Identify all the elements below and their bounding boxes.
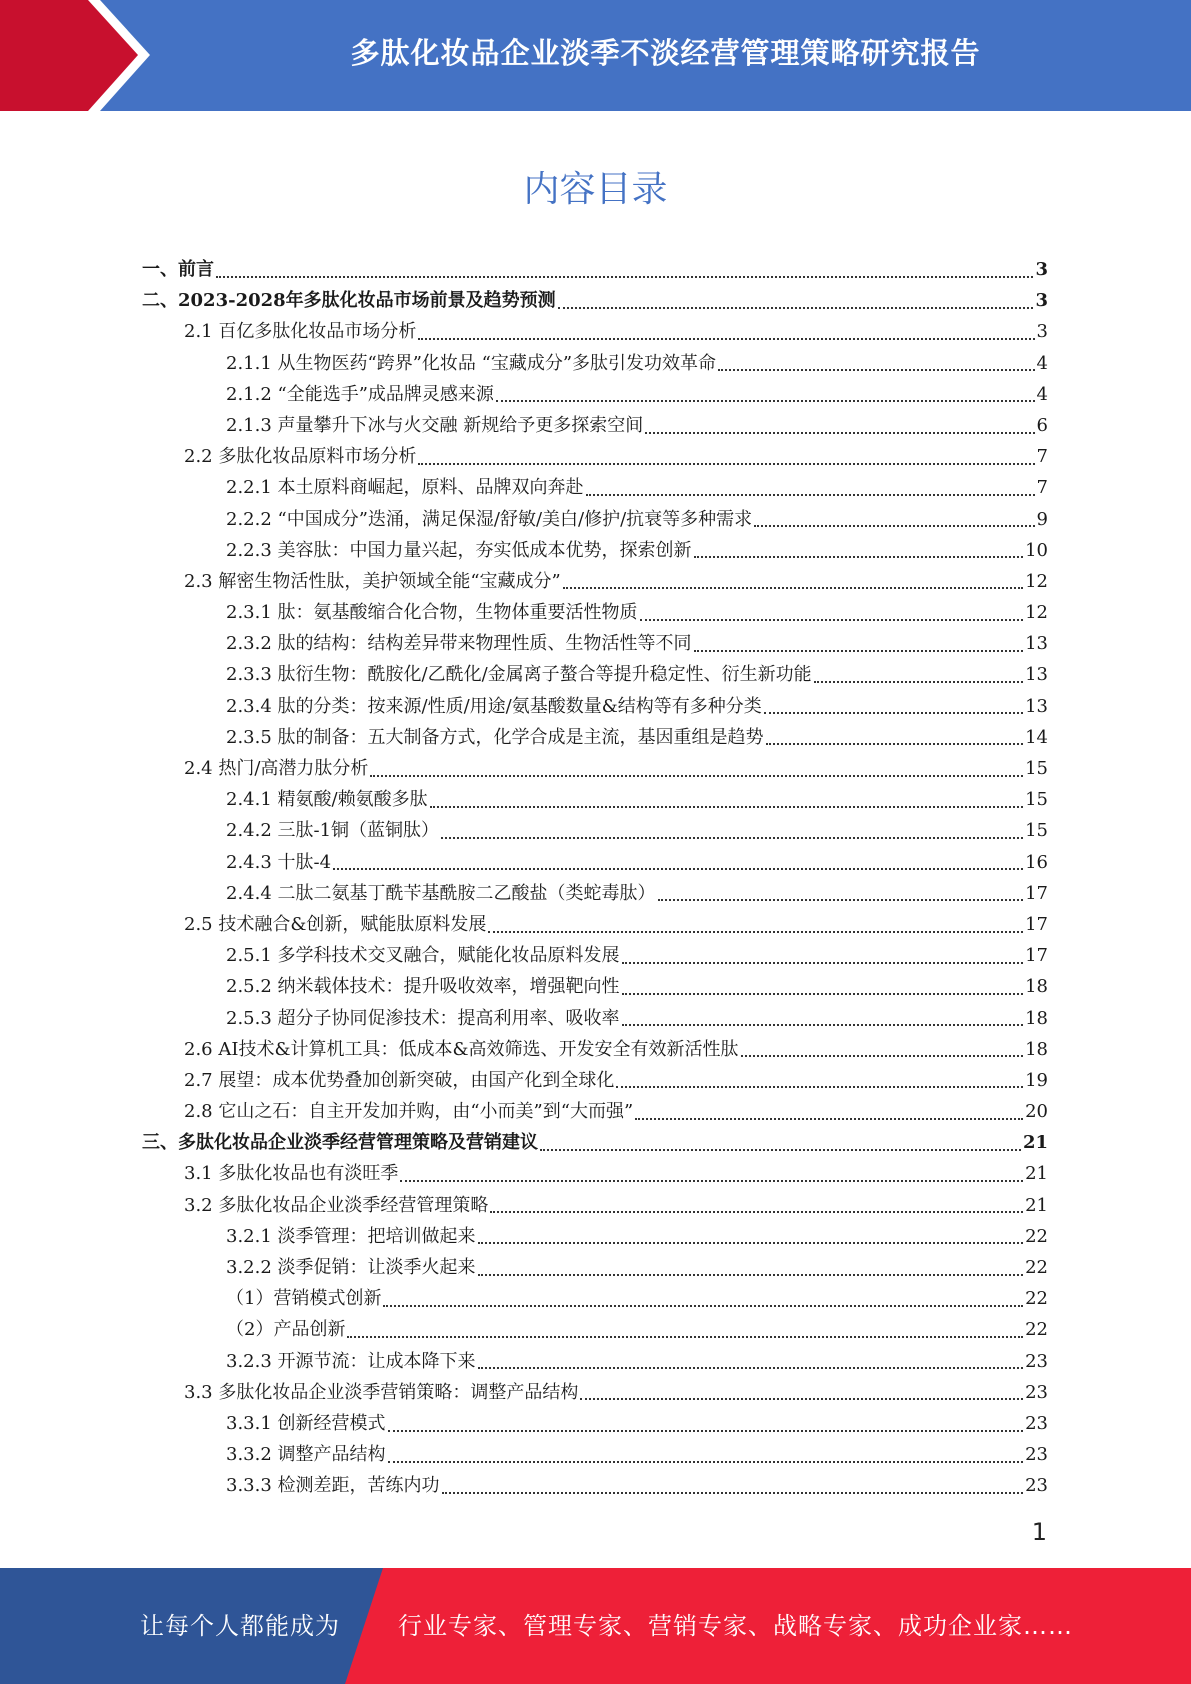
page-header [0, 0, 1191, 111]
toc-entry-page: 17 [1025, 913, 1048, 935]
toc-entry-text: 2.3.2 肽的结构：结构差异带来物理性质、生物活性等不同 [226, 633, 692, 655]
toc-entry[interactable] [142, 878, 1048, 909]
toc-entry-page: 18 [1025, 1007, 1048, 1029]
toc-entry[interactable] [142, 1034, 1048, 1065]
toc-leader-dots [622, 993, 1024, 995]
toc-entry[interactable] [142, 628, 1048, 659]
toc-entry[interactable] [142, 909, 1048, 940]
toc-leader-dots [754, 525, 1034, 527]
toc-entry[interactable] [142, 1439, 1048, 1470]
toc-leader-dots [441, 837, 1023, 839]
toc-leader-dots [580, 1398, 1023, 1400]
toc-entry[interactable] [142, 1221, 1048, 1252]
toc-entry[interactable] [142, 410, 1048, 441]
toc-entry-page: 23 [1025, 1475, 1048, 1497]
toc-entry-page: 14 [1025, 726, 1048, 748]
toc-leader-dots [478, 1367, 1024, 1369]
toc-entry[interactable] [142, 1283, 1048, 1314]
toc-entry-text: （1）营销模式创新 [226, 1288, 382, 1310]
toc-entry-page: 3 [1035, 259, 1048, 280]
toc-leader-dots [418, 463, 1034, 465]
toc-leader-dots [333, 868, 1023, 870]
toc-entry-page: 7 [1036, 477, 1048, 499]
toc-entry-text: 2.4 热门/高潜力肽分析 [184, 758, 369, 779]
toc-leader-dots [766, 743, 1024, 745]
toc-entry-text: 2.3.1 肽：氨基酸缩合化合物，生物体重要活性物质 [226, 602, 638, 624]
toc-entry[interactable] [142, 1158, 1048, 1189]
toc-entry[interactable] [142, 1127, 1048, 1158]
toc-entry[interactable] [142, 504, 1048, 535]
toc-entry-page: 9 [1036, 508, 1048, 530]
toc-entry-page: 19 [1025, 1069, 1048, 1091]
toc-leader-dots [388, 1430, 1024, 1432]
toc-entry-text: 2.7 展望：成本优势叠加创新突破，由国产化到全球化 [184, 1069, 615, 1091]
toc-entry[interactable] [142, 379, 1048, 410]
toc-entry[interactable] [142, 815, 1048, 846]
toc-entry-page: 23 [1025, 1444, 1048, 1466]
toc-entry-page: 3 [1036, 321, 1048, 343]
toc-entry-page: 21 [1022, 1132, 1048, 1154]
toc-entry-text: 2.5.3 超分子协同促渗技术：提高利用率、吸收率 [226, 1007, 620, 1029]
toc-entry[interactable] [142, 285, 1048, 316]
toc-entry-page: 23 [1025, 1381, 1048, 1403]
toc-entry-text: 2.2.1 本土原料商崛起，原料、品牌双向奔赴 [226, 477, 584, 499]
toc-leader-dots [635, 1118, 1023, 1120]
toc-entry-text: 3.2.3 开源节流：让成本降下来 [226, 1350, 476, 1372]
toc-entry[interactable] [142, 784, 1048, 815]
toc-entry[interactable] [142, 597, 1048, 628]
header-arrow-decoration [0, 0, 200, 111]
toc-entry-page: 16 [1025, 851, 1048, 873]
toc-leader-dots [741, 1055, 1024, 1057]
toc-entry-page: 21 [1025, 1163, 1048, 1185]
toc-entry[interactable] [142, 441, 1048, 472]
toc-entry[interactable] [142, 659, 1048, 690]
toc-entry-page: 6 [1036, 414, 1048, 436]
toc-leader-dots [347, 1336, 1023, 1338]
toc-entry[interactable] [142, 722, 1048, 753]
toc-entry[interactable] [142, 566, 1048, 597]
toc-entry-page: 4 [1036, 352, 1048, 374]
toc-leader-dots [640, 619, 1024, 621]
toc-entry-text: 2.5.2 纳米载体技术：提升吸收效率，增强靶向性 [226, 976, 620, 998]
toc-entry[interactable] [142, 1377, 1048, 1408]
toc-entry-text: 2.3.5 肽的制备：五大制备方式，化学合成是主流，基因重组是趋势 [226, 726, 764, 748]
toc-entry[interactable] [142, 254, 1048, 285]
toc-entry-text: 3.1 多肽化妆品也有淡旺季 [184, 1163, 399, 1185]
toc-entry-page: 18 [1025, 1038, 1048, 1060]
toc-entry-text: 2.4.2 三肽-1铜（蓝铜肽） [226, 820, 440, 842]
toc-entry-text: 2.1 百亿多肽化妆品市场分析 [184, 321, 417, 343]
toc-leader-dots [718, 369, 1034, 371]
toc-leader-dots [418, 338, 1034, 340]
toc-entry-text: 3.3.2 调整产品结构 [226, 1444, 386, 1466]
toc-entry-text: 2.3.4 肽的分类：按来源/性质/用途/氨基酸数量&结构等有多种分类 [226, 695, 762, 717]
toc-entry[interactable] [142, 847, 1048, 878]
footer-slogan-left: 让每个人都能成为 [140, 1612, 340, 1640]
toc-entry-page: 22 [1025, 1319, 1048, 1341]
footer-slogan-right: 行业专家、管理专家、营销专家、战略专家、成功企业家…… [398, 1612, 1073, 1640]
toc-entry-text: 3.2.1 淡季管理：把培训做起来 [226, 1225, 476, 1247]
toc-entry-text: 2.5 技术融合&创新，赋能肽原料发展 [184, 913, 487, 935]
toc-leader-dots [694, 556, 1024, 558]
toc-leader-dots [442, 1492, 1024, 1494]
toc-entry[interactable] [142, 971, 1048, 1002]
toc-entry[interactable] [142, 1190, 1048, 1221]
toc-entry-text: 2.8 它山之石：自主开发加并购，由“小而美”到“大而强” [184, 1101, 634, 1123]
toc-leader-dots [388, 1461, 1024, 1463]
toc-entry[interactable] [142, 1096, 1048, 1127]
toc-entry-page: 17 [1025, 945, 1048, 967]
toc-entry-page: 20 [1025, 1101, 1048, 1123]
toc-leader-dots [488, 931, 1023, 933]
toc-leader-dots [622, 962, 1024, 964]
toc-entry-page: 3 [1035, 290, 1048, 312]
toc-entry[interactable] [142, 1346, 1048, 1377]
toc-entry-text: 3.3.1 创新经营模式 [226, 1412, 386, 1434]
toc-entry-page: 12 [1025, 602, 1048, 624]
toc-entry-text: 2.1.3 声量攀升下冰与火交融 新规给予更多探索空间 [226, 414, 644, 436]
toc-leader-dots [658, 899, 1024, 901]
toc-entry-text: 2.1.2 “全能选手”成品牌灵感来源 [226, 383, 494, 405]
toc-entry-page: 17 [1025, 882, 1048, 904]
toc-entry-text: 2.4.4 二肽二氨基丁酰苄基酰胺二乙酸盐（类蛇毒肽） [226, 882, 656, 904]
toc-leader-dots [383, 1305, 1023, 1307]
toc-entry[interactable] [142, 1408, 1048, 1439]
page-footer [0, 1568, 1191, 1684]
toc-leader-dots [563, 587, 1023, 589]
toc-entry[interactable] [142, 753, 1048, 784]
toc-entry-text: 2.1.1 从生物医药“跨界”化妆品 “宝藏成分”多肽引发功效革命 [226, 352, 717, 374]
toc-leader-dots [764, 712, 1023, 714]
table-of-contents [142, 254, 1048, 1502]
toc-entry-page: 13 [1025, 664, 1048, 686]
header-title: 多肽化妆品企业淡季不淡经营管理策略研究报告 [350, 36, 981, 70]
toc-entry[interactable] [142, 691, 1048, 722]
toc-entry-page: 12 [1025, 570, 1048, 592]
toc-entry-page: 18 [1025, 976, 1048, 998]
toc-entry[interactable] [142, 1252, 1048, 1283]
toc-entry[interactable] [142, 940, 1048, 971]
toc-entry-page: 15 [1025, 758, 1048, 779]
toc-entry[interactable] [142, 535, 1048, 566]
toc-entry-text: 2.2.2 “中国成分”迭涌，满足保湿/舒敏/美白/修护/抗衰等多种需求 [226, 508, 753, 530]
toc-entry-page: 15 [1025, 789, 1048, 811]
toc-entry-text: 3.3 多肽化妆品企业淡季营销策略：调整产品结构 [184, 1381, 579, 1403]
toc-leader-dots [370, 775, 1023, 777]
toc-entry[interactable] [142, 1470, 1048, 1501]
toc-entry-page: 10 [1025, 539, 1048, 561]
toc-leader-dots [496, 400, 1035, 402]
toc-entry-page: 22 [1025, 1225, 1048, 1247]
toc-leader-dots [430, 806, 1024, 808]
toc-entry-text: 3.3.3 检测差距，苦练内功 [226, 1475, 440, 1497]
toc-entry-page: 7 [1036, 446, 1048, 468]
toc-entry[interactable] [142, 316, 1048, 347]
toc-entry-text: 2.5.1 多学科技术交叉融合，赋能化妆品原料发展 [226, 945, 620, 967]
toc-leader-dots [622, 1024, 1024, 1026]
toc-entry-page: 22 [1025, 1257, 1048, 1278]
toc-leader-dots [478, 1274, 1024, 1276]
toc-entry[interactable] [142, 1003, 1048, 1034]
toc-entry-page: 13 [1025, 633, 1048, 655]
toc-entry-page: 21 [1025, 1194, 1048, 1216]
toc-leader-dots [814, 681, 1023, 683]
toc-entry-text: 2.4.1 精氨酸/赖氨酸多肽 [226, 789, 428, 811]
toc-leader-dots [558, 307, 1034, 309]
toc-entry-text: 3.2 多肽化妆品企业淡季经营管理策略 [184, 1194, 489, 1216]
toc-entry-page: 4 [1036, 383, 1048, 405]
toc-leader-dots [694, 650, 1024, 652]
toc-leader-dots [540, 1149, 1021, 1151]
toc-entry[interactable] [142, 348, 1048, 379]
toc-entry-text: 2.4.3 十肽-4 [226, 851, 332, 873]
toc-entry-text: 二、2023-2028年多肽化妆品市场前景及趋势预测 [142, 290, 556, 312]
toc-entry-text: 三、多肽化妆品企业淡季经营管理策略及营销建议 [142, 1132, 538, 1154]
toc-entry-page: 13 [1025, 695, 1048, 717]
toc-entry-page: 22 [1025, 1288, 1048, 1310]
toc-entry-text: （2）产品创新 [226, 1319, 346, 1341]
toc-entry-page: 23 [1025, 1412, 1048, 1434]
toc-entry[interactable] [142, 1314, 1048, 1345]
toc-leader-dots [216, 276, 1033, 278]
toc-entry-page: 23 [1025, 1350, 1048, 1372]
toc-entry-text: 2.3.3 肽衍生物：酰胺化/乙酰化/金属离子螯合等提升稳定性、衍生新功能 [226, 664, 812, 686]
toc-leader-dots [586, 494, 1035, 496]
toc-entry-text: 2.2 多肽化妆品原料市场分析 [184, 446, 417, 468]
toc-entry[interactable] [142, 1065, 1048, 1096]
toc-entry-text: 2.2.3 美容肽：中国力量兴起，夯实低成本优势，探索创新 [226, 539, 692, 561]
page-number: 1 [1031, 1518, 1047, 1546]
toc-entry[interactable] [142, 472, 1048, 503]
toc-leader-dots [490, 1211, 1023, 1213]
toc-title: 内容目录 [523, 169, 668, 210]
toc-entry-text: 3.2.2 淡季促销：让淡季火起来 [226, 1257, 476, 1278]
toc-entry-page: 15 [1025, 820, 1048, 842]
toc-leader-dots [645, 432, 1034, 434]
toc-entry-text: 2.6 AI技术&计算机工具：低成本&高效筛选、开发安全有效新活性肽 [184, 1038, 739, 1060]
toc-leader-dots [478, 1242, 1024, 1244]
toc-entry-text: 一、前言 [142, 259, 214, 280]
toc-leader-dots [616, 1086, 1023, 1088]
toc-entry-text: 2.3 解密生物活性肽，美护领域全能“宝藏成分” [184, 570, 561, 592]
toc-leader-dots [400, 1180, 1023, 1182]
